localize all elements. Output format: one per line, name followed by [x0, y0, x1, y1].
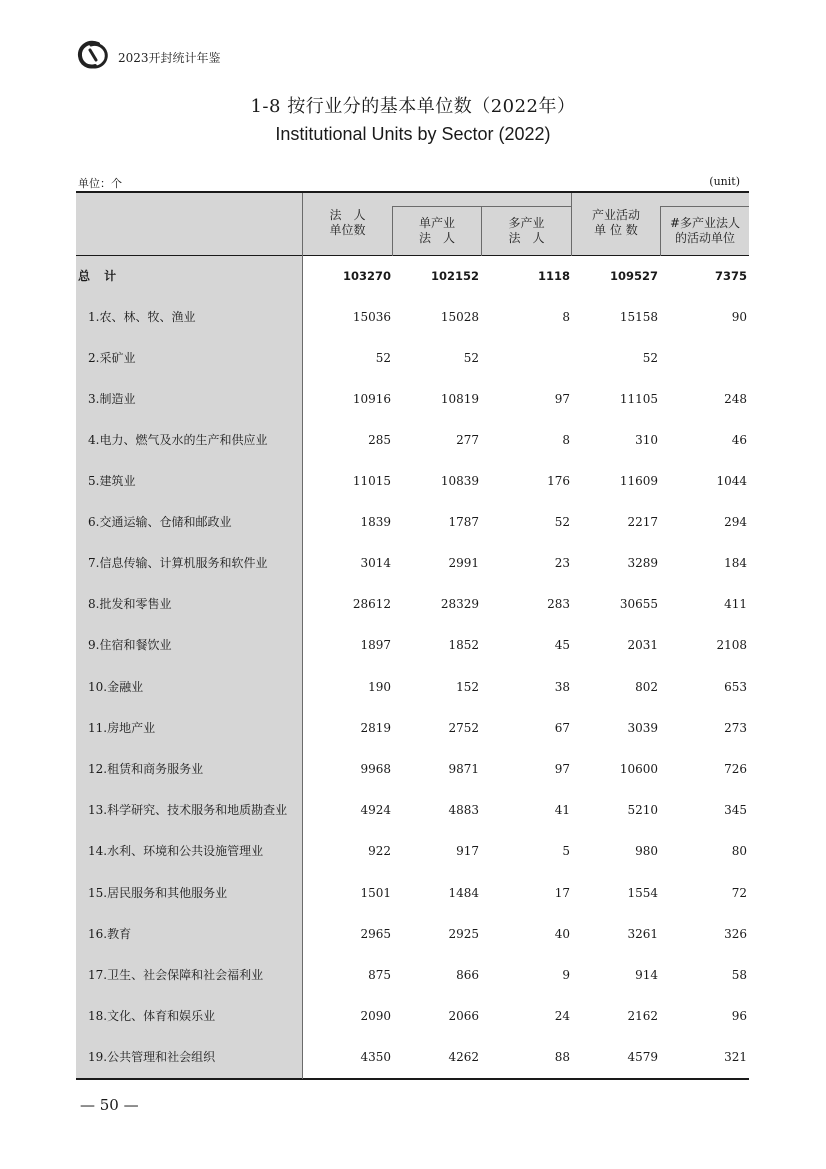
- cell-legal-units: 2965: [360, 927, 391, 941]
- column-header-single-industry: 单产业 法 人: [418, 216, 455, 245]
- cell-activity-units: 109527: [609, 269, 658, 283]
- table-row: [76, 297, 749, 338]
- cell-multi-industry: 283: [547, 597, 570, 611]
- cell-activity-units: 11609: [619, 474, 658, 488]
- table-row: [76, 584, 749, 625]
- table-row: [76, 379, 749, 420]
- table-row: [76, 831, 749, 872]
- row-label: 5.建筑业: [88, 474, 136, 488]
- cell-activity-units: 3261: [627, 927, 658, 941]
- cell-activity-units: 1554: [627, 886, 658, 900]
- table-row: [76, 955, 749, 996]
- row-label: 13.科学研究、技术服务和地质勘查业: [88, 803, 288, 817]
- cell-activity-units: 10600: [619, 762, 658, 776]
- cell-multi-industry: 17: [554, 886, 570, 900]
- cell-legal-units: 52: [375, 351, 391, 365]
- table-row: [76, 625, 749, 666]
- row-label: 11.房地产业: [88, 721, 156, 735]
- cell-single-industry: 2991: [448, 556, 479, 570]
- table-row: [76, 708, 749, 749]
- cell-multi-activity-units: 273: [724, 721, 747, 735]
- cell-single-industry: 2752: [448, 721, 479, 735]
- row-label: 9.住宿和餐饮业: [88, 638, 172, 652]
- bottom-rule: [76, 1078, 749, 1080]
- cell-single-industry: 2066: [448, 1009, 479, 1023]
- cell-multi-activity-units: 726: [724, 762, 747, 776]
- page-title: 1-8 按行业分的基本单位数（2022年）: [250, 96, 576, 117]
- cell-multi-industry: 23: [554, 556, 570, 570]
- cell-multi-industry: 1118: [537, 269, 570, 283]
- cell-legal-units: 4924: [360, 803, 391, 817]
- cell-activity-units: 2031: [627, 638, 658, 652]
- cell-single-industry: 10819: [440, 392, 479, 406]
- table-row: [76, 667, 749, 708]
- page-number: — 50 —: [80, 1096, 139, 1114]
- table-row: [76, 461, 749, 502]
- row-label: 3.制造业: [88, 392, 136, 406]
- top-rule: [76, 191, 749, 193]
- cell-multi-industry: 8: [562, 433, 570, 447]
- cell-activity-units: 3289: [627, 556, 658, 570]
- cell-single-industry: 1787: [448, 515, 479, 529]
- table-row: [76, 338, 749, 379]
- cell-activity-units: 914: [635, 968, 658, 982]
- cell-multi-activity-units: 90: [731, 310, 747, 324]
- row-label: 7.信息传输、计算机服务和软件业: [88, 556, 268, 570]
- row-label: 12.租赁和商务服务业: [88, 762, 204, 776]
- cell-multi-industry: 5: [562, 844, 570, 858]
- page-title-english: Institutional Units by Sector (2022): [275, 124, 551, 144]
- cell-activity-units: 5210: [627, 803, 658, 817]
- table-row: [76, 543, 749, 584]
- cell-legal-units: 1501: [360, 886, 391, 900]
- cell-legal-units: 3014: [360, 556, 391, 570]
- book-title: 2023开封统计年鉴: [118, 51, 221, 65]
- cell-multi-industry: 9: [562, 968, 570, 982]
- cell-multi-industry: 41: [554, 803, 570, 817]
- cell-single-industry: 4883: [448, 803, 479, 817]
- cell-single-industry: 1484: [448, 886, 479, 900]
- table-row: [76, 420, 749, 461]
- cell-multi-activity-units: 653: [724, 680, 747, 694]
- row-label: 19.公共管理和社会组织: [88, 1050, 216, 1064]
- cell-legal-units: 922: [368, 844, 391, 858]
- cell-legal-units: 28612: [352, 597, 391, 611]
- row-label: 8.批发和零售业: [88, 597, 172, 611]
- cell-single-industry: 4262: [448, 1050, 479, 1064]
- header-subrule: [660, 206, 749, 207]
- cell-single-industry: 10839: [440, 474, 479, 488]
- table-row-total: [76, 256, 749, 297]
- row-label: 总 计: [78, 269, 122, 283]
- cell-multi-activity-units: 58: [731, 968, 747, 982]
- cell-multi-activity-units: 2108: [716, 638, 747, 652]
- cell-multi-industry: 52: [554, 515, 570, 529]
- unit-label: 单位：个: [78, 177, 122, 190]
- column-header-legal-units: 法 人 单位数: [329, 208, 366, 237]
- cell-multi-activity-units: 7375: [714, 269, 747, 283]
- row-label: 1.农、林、牧、渔业: [88, 310, 196, 324]
- table-row: [76, 502, 749, 543]
- cell-legal-units: 15036: [352, 310, 391, 324]
- cell-legal-units: 2819: [360, 721, 391, 735]
- cell-legal-units: 1839: [360, 515, 391, 529]
- table-row: [76, 996, 749, 1037]
- cell-legal-units: 9968: [360, 762, 391, 776]
- cell-activity-units: 2217: [627, 515, 658, 529]
- cell-single-industry: 277: [456, 433, 479, 447]
- unit-label-english: (unit): [709, 175, 740, 188]
- row-label: 2.采矿业: [88, 351, 136, 365]
- cell-activity-units: 2162: [627, 1009, 658, 1023]
- cell-activity-units: 3039: [627, 721, 658, 735]
- cell-legal-units: 285: [368, 433, 391, 447]
- cell-multi-activity-units: 411: [724, 597, 747, 611]
- table-row: [76, 749, 749, 790]
- cell-legal-units: 11015: [352, 474, 391, 488]
- cell-multi-activity-units: 46: [731, 433, 747, 447]
- column-header-multi-industry: 多产业 法 人: [508, 216, 545, 245]
- cell-single-industry: 102152: [430, 269, 479, 283]
- cell-multi-industry: 45: [554, 638, 570, 652]
- cell-single-industry: 152: [456, 680, 479, 694]
- cell-multi-activity-units: 326: [724, 927, 747, 941]
- cell-activity-units: 11105: [619, 392, 658, 406]
- cell-multi-activity-units: 184: [724, 556, 747, 570]
- cell-activity-units: 15158: [619, 310, 658, 324]
- cell-activity-units: 980: [635, 844, 658, 858]
- cell-multi-activity-units: 345: [724, 803, 747, 817]
- cell-legal-units: 875: [368, 968, 391, 982]
- cell-single-industry: 1852: [448, 638, 479, 652]
- table-row: [76, 873, 749, 914]
- cell-multi-activity-units: 96: [731, 1009, 747, 1023]
- cell-multi-activity-units: 248: [724, 392, 747, 406]
- cell-multi-activity-units: 1044: [716, 474, 747, 488]
- row-label: 16.教育: [88, 927, 132, 941]
- row-label: 14.水利、环境和公共设施管理业: [88, 844, 264, 858]
- row-label: 6.交通运输、仓储和邮政业: [88, 515, 232, 529]
- cell-multi-activity-units: 294: [724, 515, 747, 529]
- cell-multi-industry: 40: [554, 927, 570, 941]
- cell-single-industry: 9871: [448, 762, 479, 776]
- cell-multi-industry: 24: [554, 1009, 570, 1023]
- cell-multi-industry: 176: [547, 474, 570, 488]
- cell-multi-activity-units: 321: [724, 1050, 747, 1064]
- cell-legal-units: 190: [368, 680, 391, 694]
- cell-multi-industry: 88: [554, 1050, 570, 1064]
- cell-single-industry: 52: [463, 351, 479, 365]
- cell-legal-units: 2090: [360, 1009, 391, 1023]
- cell-multi-industry: 8: [562, 310, 570, 324]
- row-label: 15.居民服务和其他服务业: [88, 886, 228, 900]
- cell-activity-units: 52: [642, 351, 658, 365]
- cell-single-industry: 866: [456, 968, 479, 982]
- cell-activity-units: 30655: [619, 597, 658, 611]
- cell-legal-units: 1897: [360, 638, 391, 652]
- table-row: [76, 1037, 749, 1078]
- cell-single-industry: 917: [456, 844, 479, 858]
- cell-activity-units: 802: [635, 680, 658, 694]
- cell-single-industry: 28329: [440, 597, 479, 611]
- cell-activity-units: 4579: [627, 1050, 658, 1064]
- cell-multi-activity-units: 80: [731, 844, 747, 858]
- row-label: 17.卫生、社会保障和社会福利业: [88, 968, 264, 982]
- cell-multi-activity-units: 72: [731, 886, 747, 900]
- cell-legal-units: 103270: [342, 269, 391, 283]
- cell-legal-units: 4350: [360, 1050, 391, 1064]
- cell-multi-industry: 67: [554, 721, 570, 735]
- cell-multi-industry: 38: [554, 680, 570, 694]
- cell-single-industry: 2925: [448, 927, 479, 941]
- row-label: 18.文化、体育和娱乐业: [88, 1009, 216, 1023]
- cell-single-industry: 15028: [440, 310, 479, 324]
- column-header-activity-units: 产业活动 单 位 数: [591, 208, 640, 237]
- cell-multi-industry: 97: [554, 392, 570, 406]
- row-label: 4.电力、燃气及水的生产和供应业: [88, 433, 268, 447]
- yearbook-logo-icon: [76, 38, 110, 72]
- cell-legal-units: 10916: [352, 392, 391, 406]
- table-row: [76, 914, 749, 955]
- cell-multi-industry: 97: [554, 762, 570, 776]
- column-header-multi-activity-units: #多产业法人 的活动单位: [669, 216, 741, 245]
- table-row: [76, 790, 749, 831]
- header-subrule: [392, 206, 571, 207]
- cell-activity-units: 310: [635, 433, 658, 447]
- row-label: 10.金融业: [88, 680, 144, 694]
